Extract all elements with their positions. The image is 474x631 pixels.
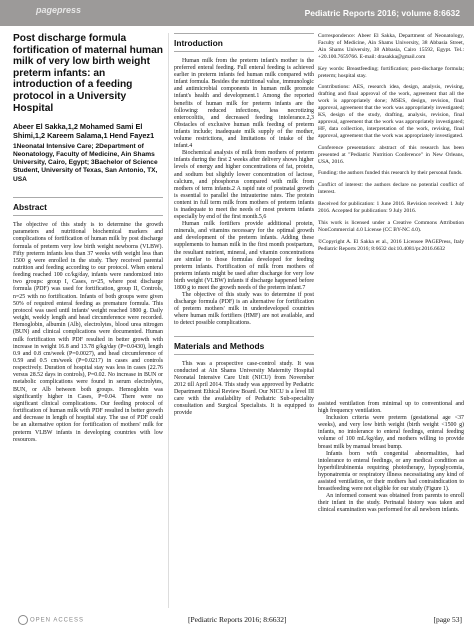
open-access-text: OPEN ACCESS: [30, 617, 85, 624]
page-footer: [0, 611, 474, 631]
contributions-note: Contributions: AES, research idea, design, analysis, revising, drafting and final approval of the work, agreement that all the work is appropriately done; MSES, design, revision, final approval, agreement that the work was appropriately investigated; KS, design of the study, drafting, analysis, revision, final approval, agreement that the work was appropriately investigated; HF, data collection, interpretation of the work, revising, final approval, agreement that the work was appropriately investigated.: [318, 84, 464, 139]
open-access-icon: [18, 615, 28, 625]
right-column-body: [318, 401, 464, 515]
journal-header-bar: [0, 0, 474, 26]
abstract-text: The objective of this study is to determine the growth parameters and nutritional biochemical markers and complications of fortification of human milk by post discharge formula of preterm very low birth weight newborns (VLBW). Fifty preterm infants less than 37 weeks with weight less than 1500 g were enrolled in the study. They received parental nutrition and feeding according to our protocol. When enteral feeding reached 100 cc/kg/day, infants were randomized into two groups: group I, Cases, n=25, where post discharge formula (PDF) was used for fortification, group II, Controls, n=25 with no fortification. Infants of both groups were given 50% of required enteral feeding as premature formula. This protocol was used until infants' weight reached 1800 g. Daily weight, weekly length and head circumference were recorded. Hemoglobin, albumin (Alb), electrolytes, blood urea nitrogen (BUN) and clinical complications were documented. Human milk fortification with PDF resulted in better growth with increase in weight 16.8 and 13.78 g/kg/day (P=0.0430), length 0.9 and 0.8 cm/week (P=0.0027), and head circumference of 0.59 and 0.5 cm/week (P=0.0217) in cases and controls respectively. Duration of hospital stay was less in cases (22.76 versus 28.52 days in controls), P=0.02. No increase in BUN or metabolic complications were found in serum electrolytes, BUN, or Alb between both groups. Hemoglobin was significantly higher in Cases, P=0.04. There were no significant clinical complications. Our feeding protocol of fortification of human milk with PDF resulted in better growth and decrease in length of hospital stay. The use of PDF could be an alternative option for fortification of mothers' milk for preterm VLBW infants in developing countries with low resources.: [13, 222, 163, 443]
introduction-body: [174, 58, 314, 328]
intro-paragraph: The objective of this study was to determine if post discharge formula (PDF) is an alternative for fortification of preterm mothers' milk in underdeveloped countries where human milk fortifiers (HMF) are not available, and to detect possible complications.: [174, 292, 314, 327]
dates-note: Received for publication: 1 June 2016. Revision received: 1 July 2016. Accepted for publication: 9 July 2016.: [318, 201, 464, 215]
key-words-note: Key words: Breastfeeding; fortification; post-discharge formula; preterm; hospital stay.: [318, 65, 464, 79]
inclusion-criteria: Inclusion criteria were preterm (gestational age <37 weeks), and very low birth weight (birth weight <1500 g) infants, no intolerance to enteral feedings, enteral feeding volume of 100 mL/kg/day, and mothers willing to provide breast milk by manual breast bump.: [318, 415, 464, 450]
conference-note: Conference presentation: abstract of this research has been presented at "Pediatric Nutrition Conference" in New Orleans, USA, 2016.: [318, 144, 464, 165]
footer-citation: [Pediatric Reports 2016; 8:6632]: [188, 615, 287, 624]
article-title: Post discharge formula fortification of maternal human milk of very low birth weight preterm infants: an introduction of a feeding protocol in a University Hospital: [13, 33, 163, 114]
intro-paragraph: Biochemical analysis of milk from mothers of preterm infants during the first 2 weeks after delivery shows higher levels of energy and higher concentrations of fat, protein, and sodium but slightly lower concentration of lactose, calcium, and phosphorus compared with milk from mothers of term infants.2 A rapid rate of postnatal growth is essential to parallel the intrauterine rates. The protein content in full term milk from mothers of preterm infants is inadequate to meet the needs of most preterm infants especially by end of the first month.5,6: [174, 150, 314, 221]
affiliations: 1Neonatal Intensive Care; 2Department of Neonatology, Faculty of Medicine, Ain Shams University, Cairo, Egypt; 3Bachelor of Science Student, University of Texas, San Antonio, TX, USA: [13, 142, 158, 183]
introduction-heading: Introduction: [174, 33, 314, 52]
copyright-note: ©Copyright A. El Sakka et al., 2016 Licensee PAGEPress, Italy Pediatric Reports 2016; 8:6632 doi:10.4081/pr.2016.6632: [318, 238, 464, 252]
methods-continued: assisted ventilation from minimal up to conventional and high frequency ventilation.: [318, 401, 464, 415]
author-list: Abeer El Sakka,1,2 Mohamed Sami El Shimi,1,2 Kareem Salama,1 Hend Fayez1: [13, 122, 155, 141]
journal-citation: Pediatric Reports 2016; volume 8:6632: [304, 8, 460, 18]
methods-body: [174, 361, 314, 418]
publisher-logo: pagepress: [36, 5, 82, 15]
right-column-notes: [318, 33, 464, 258]
exclusion-criteria: Infants born with congenital abnormalities, had intolerance to enteral feedings, or any medical condition as hyperbilirubinemia requiring phototherapy, hypoglycemia, hyponatremia or respiratory illness necessitating any kind of assisted ventilation, or their mothers had contraindication to breastfeeding were not eligible for our study (Figure 1).: [318, 450, 464, 493]
methods-paragraph: This was a prospective case-control study. It was conducted at Ain Shams University Maternity Hospital Neonatal Intensive Care Unit (NICU) from November 2012 till April 2014. This study was approved by Pediatric Department Ethical Review Board. Our NICU is a level III care with the availability of Pediatric Sub-speciality consultation and Surgical Specialists. It is equipped to provide: [174, 360, 314, 417]
open-access-label: [16, 615, 84, 625]
abstract-heading: Abstract: [13, 197, 163, 216]
page-number: [page 53]: [433, 615, 462, 624]
methods-heading: Materials and Methods: [174, 336, 314, 355]
column-divider: [168, 33, 169, 608]
intro-paragraph: Human milk from the preterm infant's mother is the preferred enteral feeding. Full enteral feeding is achieved earlier in preterm infants fed human milk compared with infant formula. Besides the nutritional value, immunologic and antimicrobial components in human milk promote infant's health and development.1 Among the reported benefits of human milk for preterm infants are the following: reduced infections, less necrotizing enterocolitis, and decreased feeding intolerance.2,3 Obstacles of exclusive human milk feeding of preterm infants include; inadequate milk supply of the mother, volume restrictions, and limitations of intake of the infant.4: [174, 58, 314, 150]
correspondence-note: Correspondence: Abeer El Sakka, Department of Neonatology, Faculty of Medicine, Ain Shams University, 38 Abbasia Street, Ain Shams University, 38 Abbasia, Cairo 15592, Egypt. Tel.: +20.100.7659766. E-mail: drasakka@gmail.com: [318, 33, 464, 60]
intro-paragraph: Human milk fortifiers provide additional protein, minerals, and vitamins necessary for the optimal growth and development of the preterm infants. Adding these supplements to human milk in the first month postpartum, the resultant nutrient, mineral, and vitamin concentrations are similar to those formulas developed for feeding preterm infants. Fortification of milk from mothers of preterm infants might be used after discharge for very low birth weight (VLBW) infants if discharge happened before 1800 g to meet the growth needs of the preterm infant.7: [174, 221, 314, 291]
conflict-note: Conflict of interest: the authors declare no potential conflict of interest.: [318, 182, 464, 196]
license-note: This work is licensed under a Creative Commons Attribution NonCommercial 4.0 License (CC BY-NC 4.0).: [318, 219, 464, 233]
middle-column: [174, 33, 314, 417]
consent-paragraph: An informed consent was obtained from parents to enroll their infant in the study. Perinatal history was taken and clinical examination was performed for all newborn infants.: [318, 493, 464, 514]
funding-note: Funding: the authors funded this research by their personal funds.: [318, 170, 463, 177]
left-column: [13, 33, 163, 444]
